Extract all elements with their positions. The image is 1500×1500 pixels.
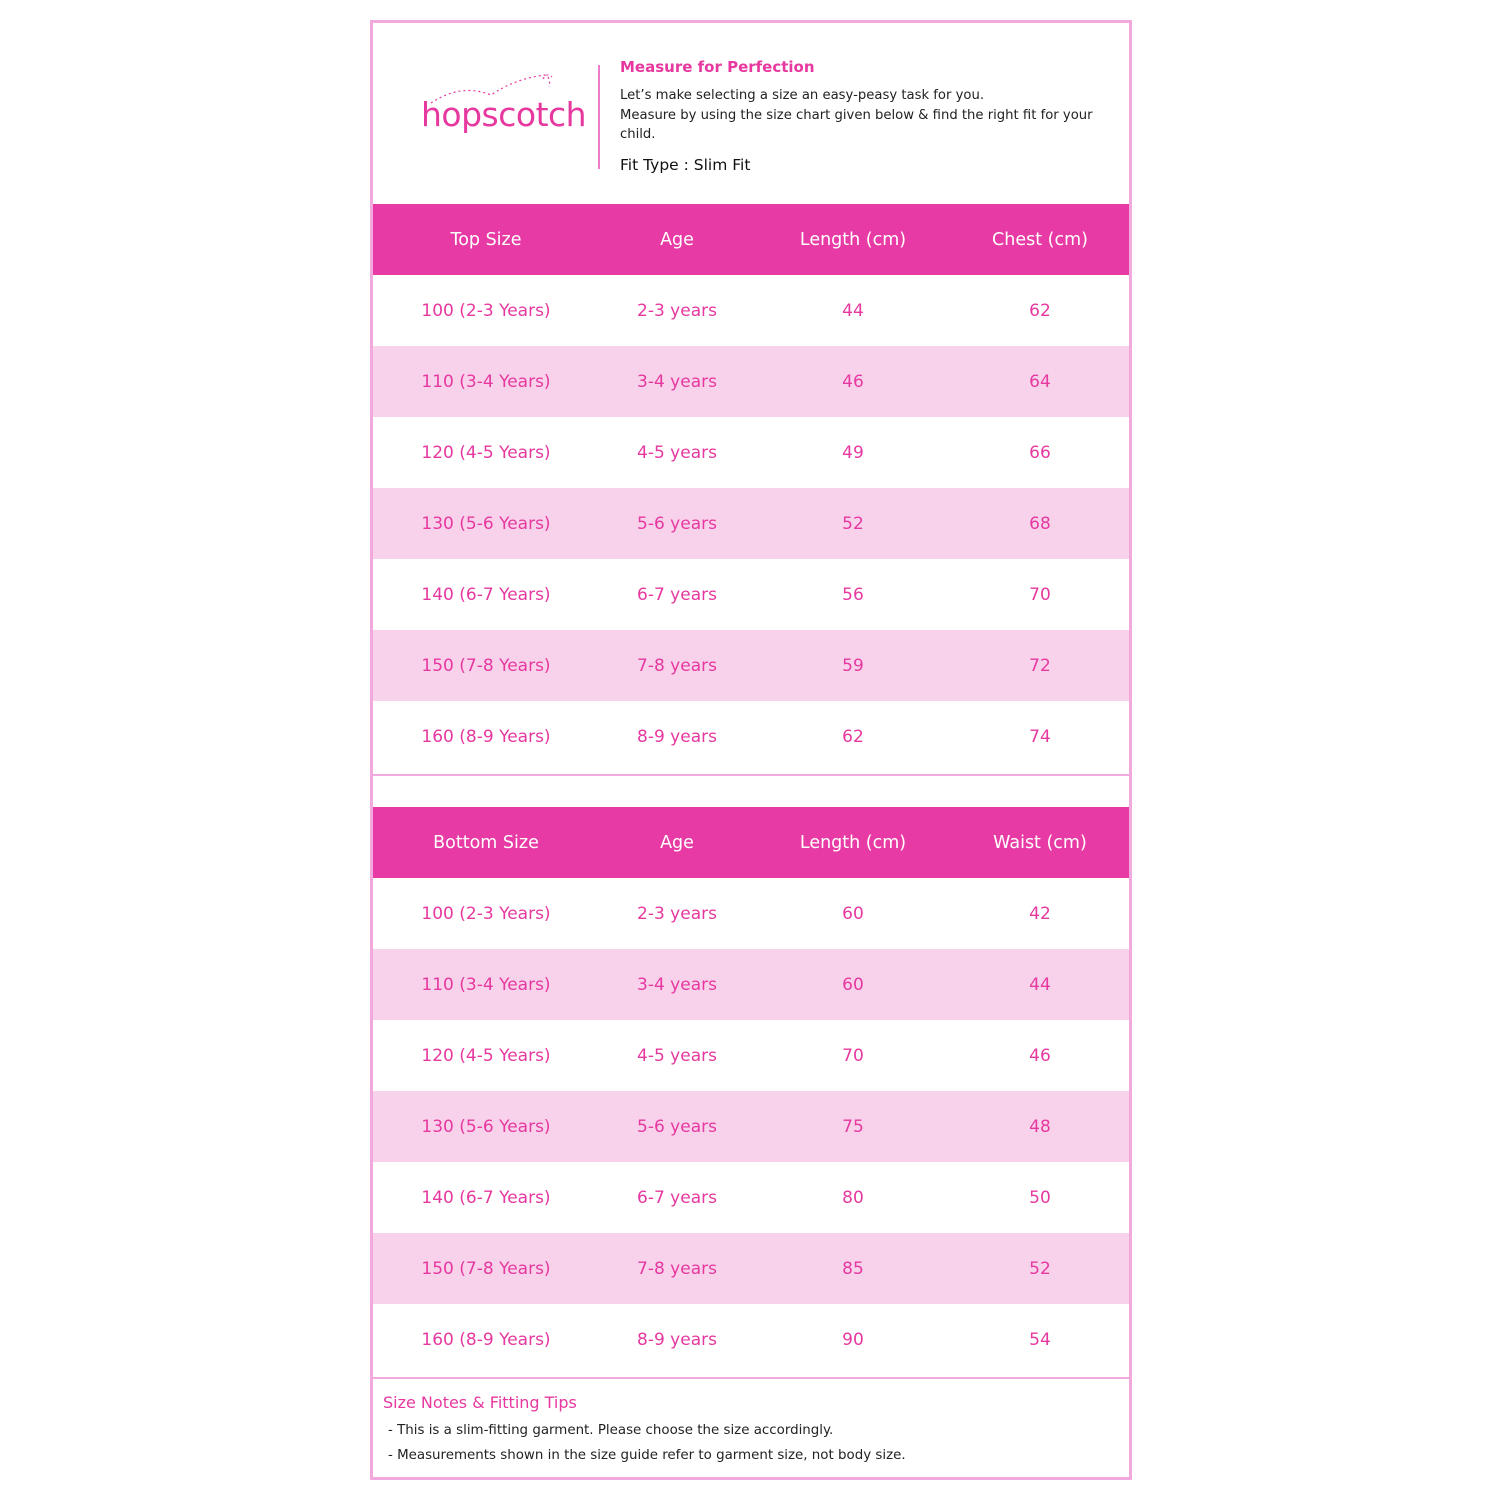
table-cell: 5-6 years [637, 513, 717, 534]
table-cell: 60 [842, 903, 864, 924]
size-notes [383, 1393, 1113, 1468]
table-cell: 110 (3-4 Years) [421, 974, 551, 995]
table-cell: 46 [1029, 1045, 1051, 1066]
intro-block [620, 58, 1100, 174]
table-cell: 74 [1029, 726, 1051, 747]
table-row [373, 559, 1129, 630]
table-cell: 7-8 years [637, 1258, 717, 1279]
table-cell: 7-8 years [637, 655, 717, 676]
table-cell: 160 (8-9 Years) [421, 726, 551, 747]
column-header: Length (cm) [799, 832, 907, 853]
table-row [373, 346, 1129, 417]
table-cell: 50 [1029, 1187, 1051, 1208]
table-cell: 62 [842, 726, 864, 747]
table-cell: 59 [842, 655, 864, 676]
table-row [373, 630, 1129, 701]
table-cell: 160 (8-9 Years) [421, 1329, 551, 1350]
header-divider [598, 65, 600, 169]
table-cell: 49 [842, 442, 864, 463]
column-header: Top Size [450, 229, 522, 250]
table-cell: 85 [842, 1258, 864, 1279]
table-cell: 44 [842, 300, 864, 321]
table-cell: 120 (4-5 Years) [421, 1045, 551, 1066]
section-divider [373, 1377, 1129, 1379]
table-cell: 6-7 years [637, 1187, 717, 1208]
table-row [373, 488, 1129, 559]
brand-logo [421, 73, 587, 143]
column-header: Chest (cm) [992, 229, 1088, 250]
table-cell: 140 (6-7 Years) [421, 584, 551, 605]
table-row [373, 417, 1129, 488]
note-item: - Measurements shown in the size guide refer to garment size, not body size. [388, 1448, 906, 1463]
table-row [373, 701, 1129, 772]
table-cell: 110 (3-4 Years) [421, 371, 551, 392]
column-header: Waist (cm) [993, 832, 1087, 853]
note-item: - This is a slim-fitting garment. Please choose the size accordingly. [388, 1423, 834, 1438]
table-cell: 75 [842, 1116, 864, 1137]
table-cell: 150 (7-8 Years) [421, 655, 551, 676]
intro-line-2: Measure by using the size chart given below & find the right fit for your child. [620, 107, 1093, 142]
table-cell: 3-4 years [637, 371, 717, 392]
intro-title: Measure for Perfection [620, 58, 815, 76]
table-cell: 72 [1029, 655, 1051, 676]
table-cell: 150 (7-8 Years) [421, 1258, 551, 1279]
table-cell: 68 [1029, 513, 1051, 534]
table-cell: 52 [1029, 1258, 1051, 1279]
table-cell: 2-3 years [637, 903, 717, 924]
intro-line-1: Let’s make selecting a size an easy-peasy task for you. [620, 88, 985, 103]
table-cell: 66 [1029, 442, 1051, 463]
notes-title: Size Notes & Fitting Tips [383, 1393, 577, 1412]
column-header: Bottom Size [433, 832, 539, 853]
table-row [373, 949, 1129, 1020]
table-cell: 3-4 years [637, 974, 717, 995]
table-row [373, 1233, 1129, 1304]
top-size-table [373, 204, 1129, 772]
table-row [373, 1091, 1129, 1162]
table-cell: 100 (2-3 Years) [421, 300, 551, 321]
table-cell: 44 [1029, 974, 1051, 995]
table-row [373, 1162, 1129, 1233]
table-cell: 2-3 years [637, 300, 717, 321]
table-cell: 6-7 years [637, 584, 717, 605]
table-cell: 64 [1029, 371, 1051, 392]
table-cell: 52 [842, 513, 864, 534]
table-header-row [373, 807, 1129, 878]
column-header: Age [660, 832, 694, 853]
table-cell: 80 [842, 1187, 864, 1208]
table-cell: 8-9 years [637, 726, 717, 747]
table-cell: 62 [1029, 300, 1051, 321]
table-cell: 70 [842, 1045, 864, 1066]
fit-type: Fit Type : Slim Fit [620, 155, 751, 174]
column-header: Age [660, 229, 694, 250]
table-cell: 48 [1029, 1116, 1051, 1137]
table-cell: 100 (2-3 Years) [421, 903, 551, 924]
size-chart-card [370, 20, 1132, 1480]
table-cell: 8-9 years [637, 1329, 717, 1350]
table-cell: 42 [1029, 903, 1051, 924]
column-header: Length (cm) [799, 229, 907, 250]
table-cell: 120 (4-5 Years) [421, 442, 551, 463]
table-cell: 5-6 years [637, 1116, 717, 1137]
table-cell: 140 (6-7 Years) [421, 1187, 551, 1208]
table-cell: 130 (5-6 Years) [421, 513, 551, 534]
size-chart-header [373, 23, 1129, 206]
table-row [373, 275, 1129, 346]
table-cell: 46 [842, 371, 864, 392]
table-cell: 4-5 years [637, 1045, 717, 1066]
table-cell: 4-5 years [637, 442, 717, 463]
table-cell: 60 [842, 974, 864, 995]
brand-name: hopscotch [421, 95, 587, 134]
section-divider [373, 774, 1129, 776]
table-row [373, 1020, 1129, 1091]
table-cell: 70 [1029, 584, 1051, 605]
bottom-size-table [373, 807, 1129, 1375]
table-row [373, 1304, 1129, 1375]
table-cell: 90 [842, 1329, 864, 1350]
table-cell: 130 (5-6 Years) [421, 1116, 551, 1137]
table-cell: 56 [842, 584, 864, 605]
table-cell: 54 [1029, 1329, 1051, 1350]
table-header-row [373, 204, 1129, 275]
table-row [373, 878, 1129, 949]
